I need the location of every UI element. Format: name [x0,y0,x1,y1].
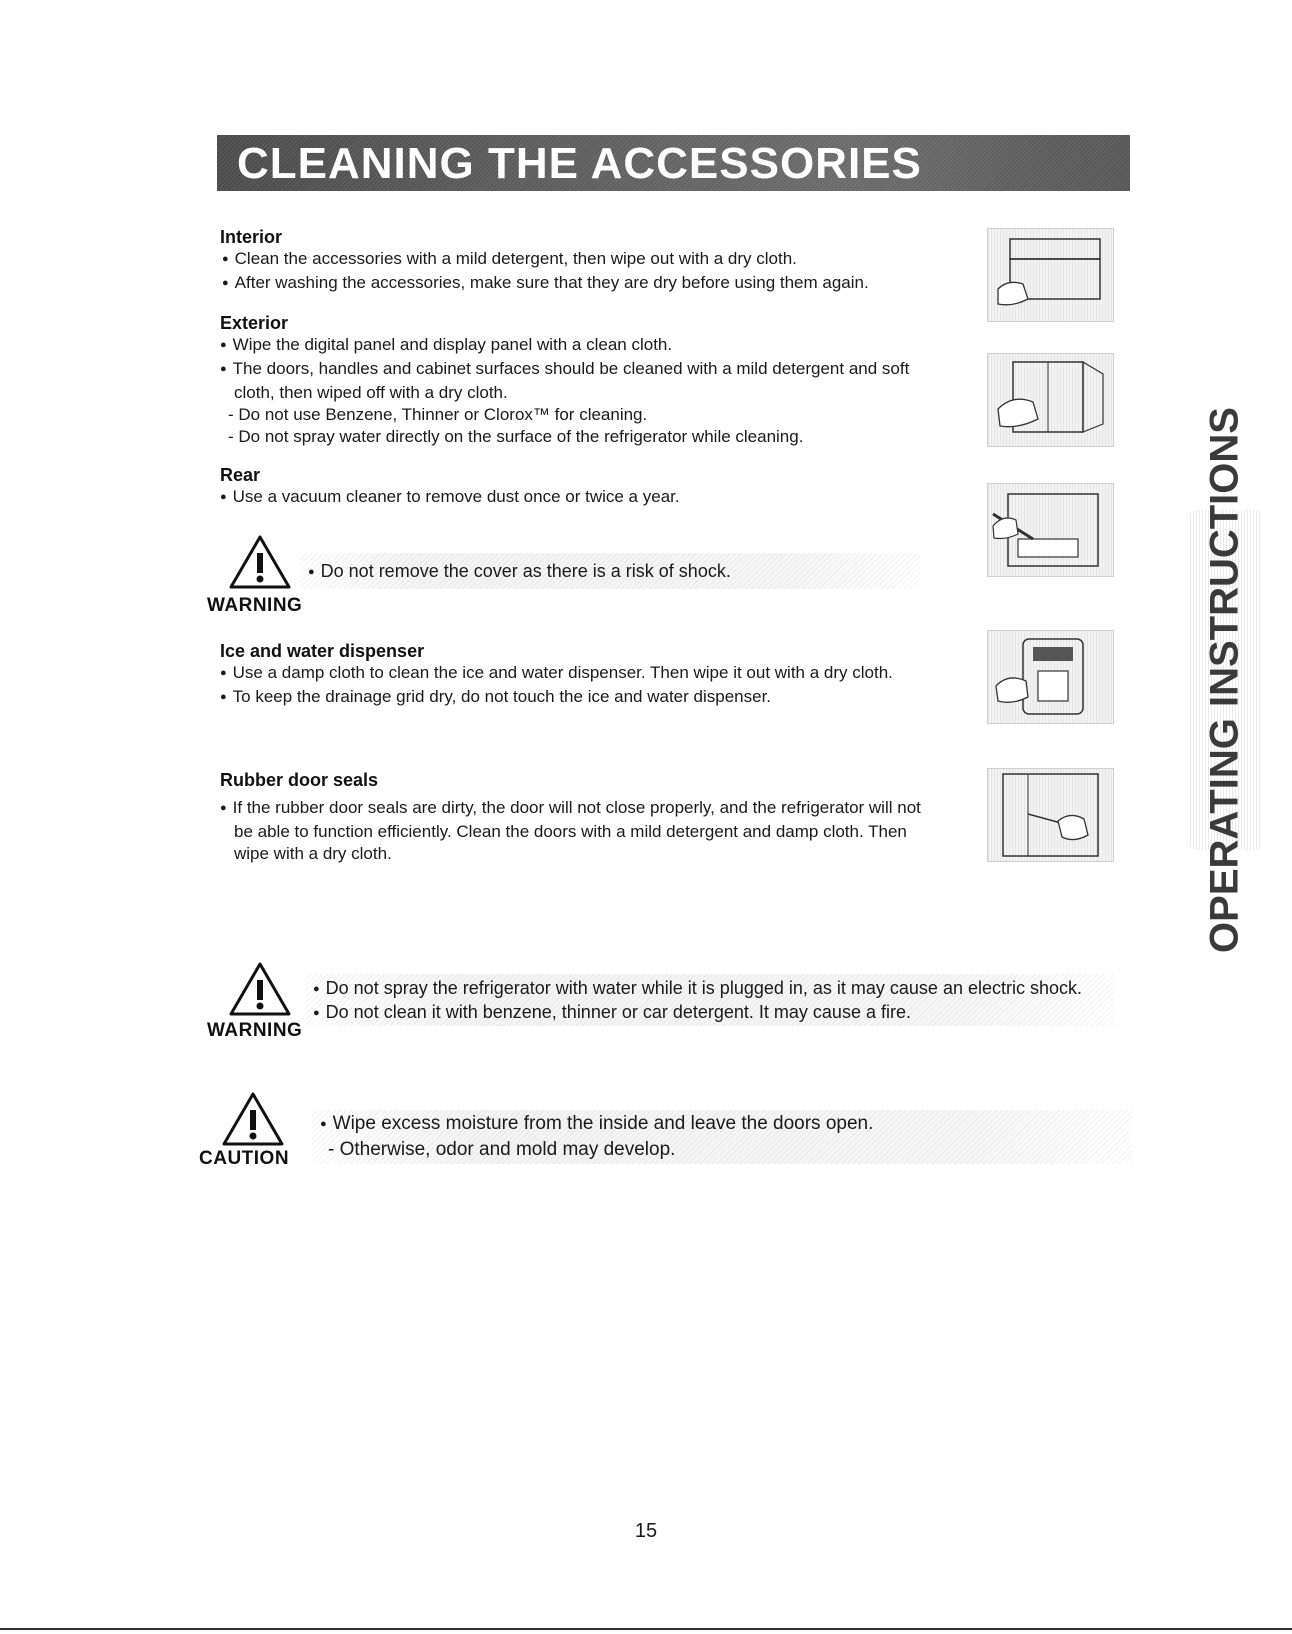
caution-triangle-icon [220,1090,286,1148]
ice-line-1: ● Use a damp cloth to clean the ice and water dispenser. Then wipe it out with a dry cloth. [220,662,893,686]
dispenser-icon [988,631,1113,723]
exterior-line-5: - Do not spray water directly on the surface of the refrigerator while cleaning. [228,427,804,446]
exterior-line-3: cloth, then wiped off with a dry cloth. [234,383,508,402]
section-side-tab [1190,407,1260,953]
interior-line-1: ● Clean the accessories with a mild detergent, then wipe out with a dry cloth. [220,248,869,272]
bottom-rule [0,1628,1292,1630]
rubber-heading: Rubber door seals [220,770,379,790]
ice-line-2: ● To keep the drainage grid dry, do not touch the ice and water dispenser. [220,686,893,710]
door-wipe-icon [988,354,1113,446]
warning-text: ● Do not remove the cover as there is a risk of shock. [308,559,731,586]
page-title: CLEANING THE ACCESSORIES [237,139,922,188]
ice-section [220,641,893,710]
side-tab-label: OPERATING INSTRUCTIONS [1202,407,1247,953]
door-seal-icon [988,769,1113,861]
rear-line-1: ● Use a vacuum cleaner to remove dust once or twice a year. [220,486,680,510]
interior-illustration [987,228,1114,322]
caution-notice-band [312,1110,1132,1164]
vacuum-rear-icon [988,484,1113,576]
caution-line-1: ● Wipe excess moisture from the inside and leave the doors open. [320,1112,873,1138]
rear-section [220,465,680,510]
rubber-line-2: be able to function efficiently. Clean the doors with a mild detergent and damp cloth. Then [234,822,907,841]
warning-notice-band-2 [305,974,1115,1026]
caution-label: CAUTION [199,1148,290,1169]
warning-triangle-icon [227,533,293,591]
warning2-line-2: ● Do not clean it with benzene, thinner or car detergent. It may cause a fire. [313,1000,911,1027]
rubber-section [220,770,921,865]
exterior-line-4: - Do not use Benzene, Thinner or Clorox™ for cleaning. [228,405,648,424]
warning-triangle-icon [227,960,293,1018]
exterior-section [220,313,909,448]
rear-illustration [987,483,1114,577]
title-bar [217,135,1130,191]
interior-section [220,227,869,296]
page-number: 15 [634,1520,658,1542]
warning-label-2: WARNING [207,1020,303,1041]
ice-heading: Ice and water dispenser [220,641,425,661]
interior-heading: Interior [220,227,283,247]
exterior-line-2: ● The doors, handles and cabinet surfaces should be cleaned with a mild detergent and soft [220,358,909,382]
exterior-line-1: ● Wipe the digital panel and display panel with a clean cloth. [220,334,909,358]
rubber-line-3: wipe with a dry cloth. [234,844,392,863]
exterior-illustration [987,353,1114,447]
rear-heading: Rear [220,465,261,485]
dispenser-illustration [987,630,1114,724]
interior-line-2: ● After washing the accessories, make sure that they are dry before using them again. [220,272,869,296]
seal-illustration [987,768,1114,862]
caution-line-2: - Otherwise, odor and mold may develop. [328,1139,676,1160]
warning2-line-1: ● Do not spray the refrigerator with water while it is plugged in, as it may cause an electric shock. [313,976,1082,1003]
exterior-heading: Exterior [220,313,289,333]
warning-notice-band [300,553,920,589]
drawer-shelf-icon [988,229,1113,321]
warning-label: WARNING [207,595,303,616]
rubber-line-1: ● If the rubber door seals are dirty, the door will not close properly, and the refrigerator will not [220,797,921,821]
